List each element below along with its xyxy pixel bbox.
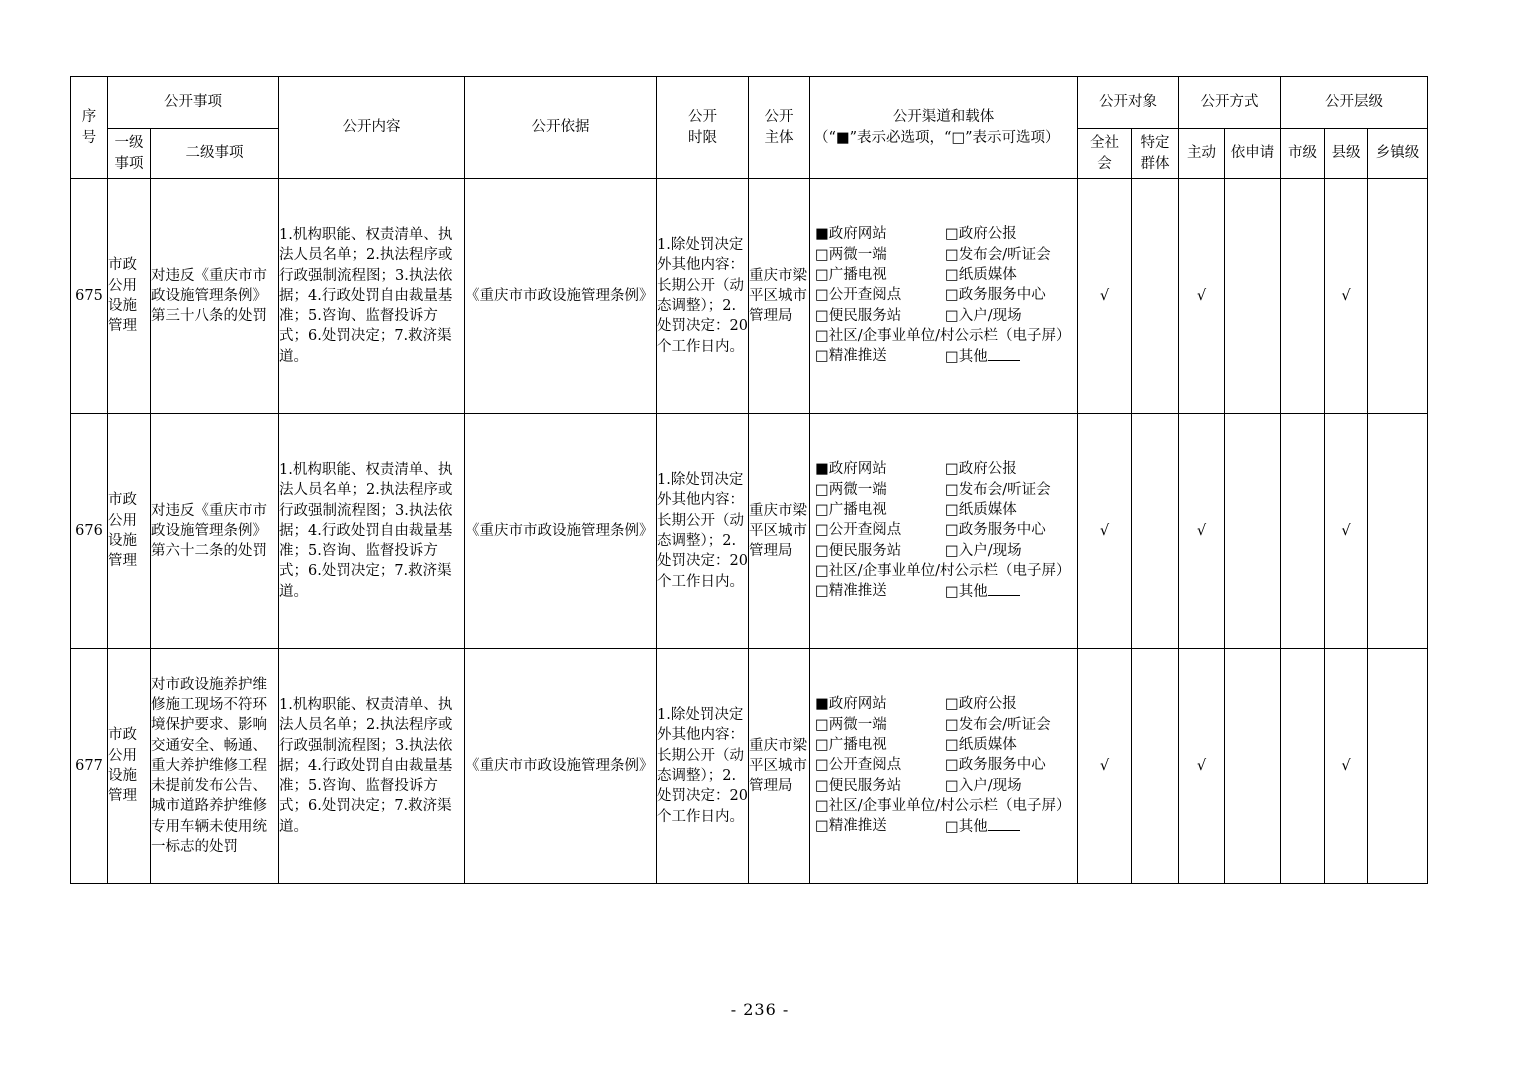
row-basis: 《重庆市市政设施管理条例》	[465, 179, 657, 414]
header-tier-city: 市级	[1281, 129, 1325, 179]
channel-option: □发布会/听证会	[945, 481, 1051, 498]
header-basis: 公开依据	[465, 77, 657, 179]
channel-option: □纸质媒体	[945, 502, 1017, 519]
channel-option: □广播电视	[815, 502, 887, 519]
row-audience-specific	[1132, 179, 1179, 414]
channel-option: □公开查阅点	[815, 522, 902, 539]
row-content: 1.机构职能、权责清单、执法人员名单；2.执法程序或行政强制流程图；3.执法依据；4.行政处罚自由裁量基准；5.咨询、监督投诉方式；6.处罚决定；7.救济渠道。	[279, 179, 465, 414]
channel-option: □广播电视	[815, 267, 887, 284]
row-audience-specific	[1132, 414, 1179, 649]
channel-option: □入户/现场	[945, 542, 1022, 559]
row-audience-specific	[1132, 649, 1179, 884]
row-tier-county: √	[1325, 414, 1368, 649]
channel-option: ■政府网站	[815, 226, 887, 243]
row-method-active: √	[1179, 179, 1225, 414]
row-subject: 重庆市梁平区城市管理局	[749, 414, 810, 649]
row-subject: 重庆市梁平区城市管理局	[749, 179, 810, 414]
header-tier-town: 乡镇级	[1368, 129, 1428, 179]
channel-option-bulletin: □社区/企事业单位/村公示栏（电子屏）	[815, 562, 1071, 579]
channel-other-label: □其他	[945, 349, 988, 366]
channel-option: □便民服务站	[815, 777, 902, 794]
channel-other-label: □其他	[945, 584, 988, 601]
disclosure-table	[70, 76, 1428, 884]
row-seq: 676	[71, 414, 108, 649]
header-audience: 公开对象	[1078, 77, 1179, 129]
other-blank-line	[988, 346, 1020, 361]
header-channel-title: 公开渠道和载体	[892, 109, 995, 126]
channel-option: □政府公报	[945, 461, 1017, 478]
header-method: 公开方式	[1179, 77, 1281, 129]
row-level1: 市政公用设施管理	[108, 179, 151, 414]
channel-list	[810, 459, 1077, 602]
header-content: 公开内容	[279, 77, 465, 179]
row-level2: 对违反《重庆市市政设施管理条例》第六十二条的处罚	[151, 414, 279, 649]
row-tier-city	[1281, 649, 1325, 884]
channel-option: □发布会/听证会	[945, 716, 1051, 733]
channel-option: □入户/现场	[945, 307, 1022, 324]
page-number: - 236 -	[730, 1000, 790, 1019]
channel-option: □政府公报	[945, 696, 1017, 713]
channel-option: □公开查阅点	[815, 757, 902, 774]
channel-option-push: □精准推送	[815, 348, 887, 365]
channel-option-bulletin: □社区/企事业单位/村公示栏（电子屏）	[815, 797, 1071, 814]
channel-option: □两微一端	[815, 246, 887, 263]
header-matter: 公开事项	[108, 77, 279, 129]
channel-option: □两微一端	[815, 481, 887, 498]
header-audience-specific: 特定群体	[1132, 129, 1179, 179]
row-tier-city	[1281, 414, 1325, 649]
channel-option: □政府公报	[945, 226, 1017, 243]
row-channel	[810, 179, 1078, 414]
channel-option: □入户/现场	[945, 777, 1022, 794]
row-content: 1.机构职能、权责清单、执法人员名单；2.执法程序或行政强制流程图；3.执法依据；4.行政处罚自由裁量基准；5.咨询、监督投诉方式；6.处罚决定；7.救济渠道。	[279, 414, 465, 649]
header-channel-note: （“■”表示必选项，“□”表示可选项）	[814, 129, 1060, 146]
row-level2: 对市政设施养护维修施工现场不符环境保护要求、影响交通安全、畅通、重大养护维修工程未提前发布公告、城市道路养护维修专用车辆未使用统一标志的处罚	[151, 649, 279, 884]
channel-option-push: □精准推送	[815, 818, 887, 835]
channel-option-other	[945, 346, 1077, 367]
channel-option: □两微一端	[815, 716, 887, 733]
channel-option-bulletin: □社区/企事业单位/村公示栏（电子屏）	[815, 327, 1071, 344]
channel-option: □便民服务站	[815, 307, 902, 324]
header-subject: 公开主体	[749, 77, 810, 179]
row-content: 1.机构职能、权责清单、执法人员名单；2.执法程序或行政强制流程图；3.执法依据；4.行政处罚自由裁量基准；5.咨询、监督投诉方式；6.处罚决定；7.救济渠道。	[279, 649, 465, 884]
row-time-limit: 1.除处罚决定外其他内容：长期公开（动态调整）；2.处罚决定：20个工作日内。	[657, 649, 749, 884]
row-time-limit: 1.除处罚决定外其他内容：长期公开（动态调整）；2.处罚决定：20个工作日内。	[657, 179, 749, 414]
row-channel	[810, 414, 1078, 649]
channel-option: □便民服务站	[815, 542, 902, 559]
row-basis: 《重庆市市政设施管理条例》	[465, 414, 657, 649]
row-level1: 市政公用设施管理	[108, 649, 151, 884]
table-row	[71, 179, 1428, 414]
channel-option-other	[945, 581, 1077, 602]
header-method-active: 主动	[1179, 129, 1225, 179]
row-tier-town	[1368, 414, 1428, 649]
header-seq: 序号	[71, 77, 108, 179]
row-audience-all: √	[1078, 414, 1132, 649]
table-row	[71, 649, 1428, 884]
channel-option: □公开查阅点	[815, 287, 902, 304]
other-blank-line	[988, 581, 1020, 596]
channel-list	[810, 694, 1077, 837]
row-seq: 677	[71, 649, 108, 884]
channel-option: □政务服务中心	[945, 522, 1046, 539]
channel-list	[810, 224, 1077, 367]
row-tier-county: √	[1325, 179, 1368, 414]
row-tier-town	[1368, 179, 1428, 414]
channel-option: □政务服务中心	[945, 757, 1046, 774]
header-method-request: 依申请	[1225, 129, 1281, 179]
row-tier-city	[1281, 179, 1325, 414]
row-channel	[810, 649, 1078, 884]
channel-option: □纸质媒体	[945, 737, 1017, 754]
channel-option: □发布会/听证会	[945, 246, 1051, 263]
channel-other-label: □其他	[945, 819, 988, 836]
header-tier: 公开层级	[1281, 77, 1428, 129]
other-blank-line	[988, 816, 1020, 831]
header-tier-county: 县级	[1325, 129, 1368, 179]
row-time-limit: 1.除处罚决定外其他内容：长期公开（动态调整）；2.处罚决定：20个工作日内。	[657, 414, 749, 649]
row-method-request	[1225, 179, 1281, 414]
channel-option: ■政府网站	[815, 461, 887, 478]
row-method-request	[1225, 649, 1281, 884]
header-channel	[810, 77, 1078, 179]
row-basis: 《重庆市市政设施管理条例》	[465, 649, 657, 884]
table-row	[71, 414, 1428, 649]
channel-option: ■政府网站	[815, 696, 887, 713]
header-time-limit: 公开时限	[657, 77, 749, 179]
row-tier-town	[1368, 649, 1428, 884]
channel-option: □政务服务中心	[945, 287, 1046, 304]
row-subject: 重庆市梁平区城市管理局	[749, 649, 810, 884]
row-audience-all: √	[1078, 179, 1132, 414]
row-method-request	[1225, 414, 1281, 649]
row-seq: 675	[71, 179, 108, 414]
header-audience-all: 全社会	[1078, 129, 1132, 179]
header-level1: 一级事项	[108, 129, 151, 179]
channel-option: □广播电视	[815, 737, 887, 754]
row-tier-county: √	[1325, 649, 1368, 884]
channel-option: □纸质媒体	[945, 267, 1017, 284]
channel-option-other	[945, 816, 1077, 837]
row-method-active: √	[1179, 414, 1225, 649]
row-audience-all: √	[1078, 649, 1132, 884]
header-row-top	[71, 77, 1428, 129]
header-level2: 二级事项	[151, 129, 279, 179]
row-level2: 对违反《重庆市市政设施管理条例》第三十八条的处罚	[151, 179, 279, 414]
row-level1: 市政公用设施管理	[108, 414, 151, 649]
row-method-active: √	[1179, 649, 1225, 884]
channel-option-push: □精准推送	[815, 583, 887, 600]
